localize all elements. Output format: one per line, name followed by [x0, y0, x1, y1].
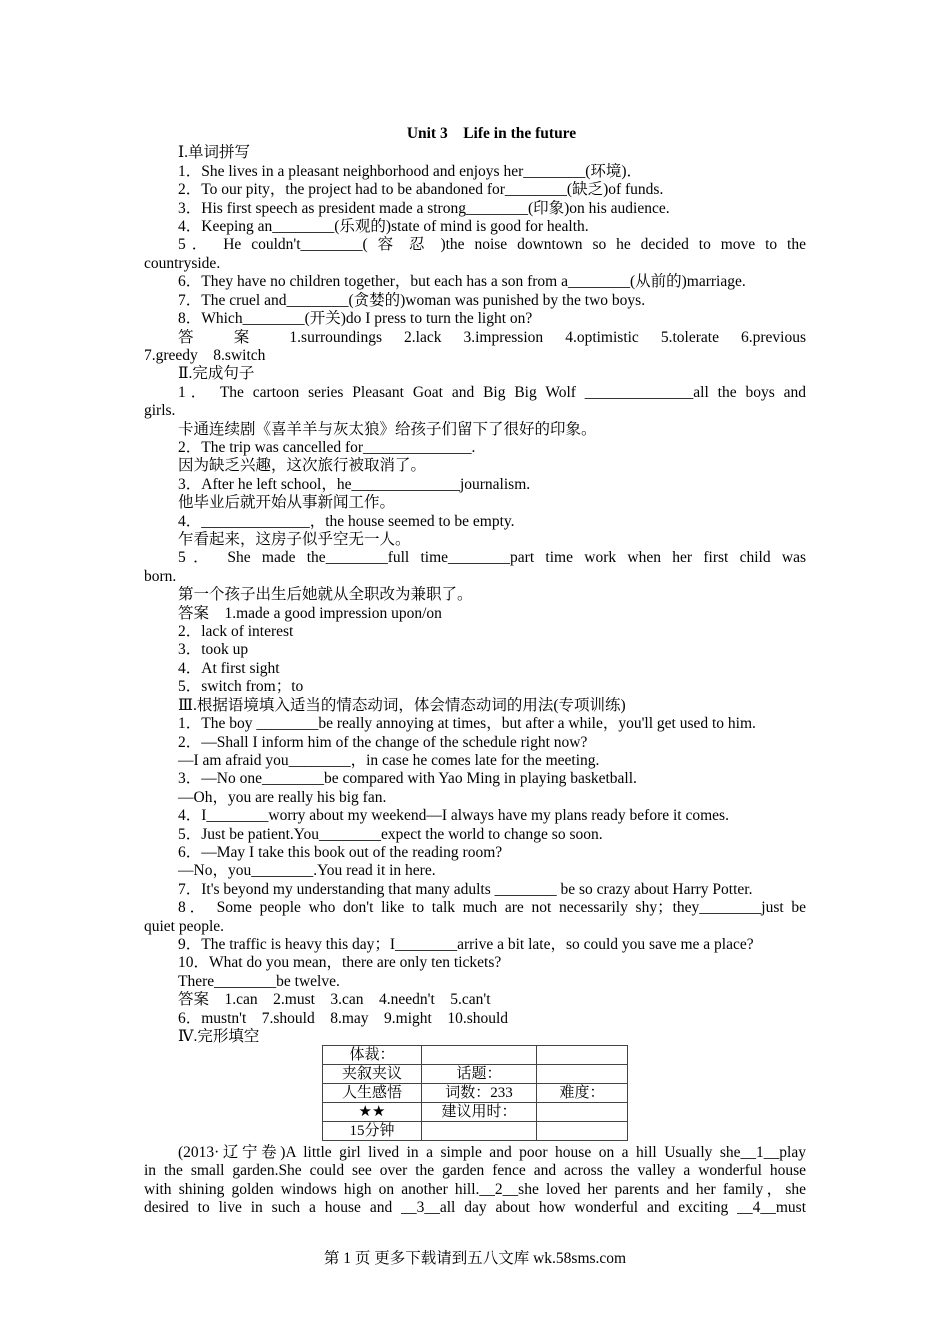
text-line: 5． He couldn't________( 容 忍 )the noise downtown so he decided to move to the	[178, 236, 806, 254]
text-line: 7．It's beyond my understanding that many adults ________ be so crazy about Harry Potter.	[178, 880, 753, 898]
text-line: 6．They have no children together，but each has a son from a________(从前的)marriage.	[178, 273, 746, 291]
table-row	[323, 1103, 628, 1122]
text-line: 2．To our pity，the project had to be abandoned for________(缺乏)of funds.	[178, 181, 664, 199]
table-cell	[537, 1122, 628, 1141]
text-line: 5．Just be patient.You________expect the world to change so soon.	[178, 825, 603, 843]
passage-line: in the small garden.She could see over the garden fence and across the valley a wonderful house	[144, 1162, 806, 1179]
table-row	[323, 1084, 628, 1103]
text-line: 9．The traffic is heavy this day；I________arrive a bit late，so could you save me a place?	[178, 936, 754, 954]
text-line: countryside.	[144, 254, 221, 272]
table-cell: 15分钟	[323, 1122, 422, 1141]
text-line: 3．took up	[178, 641, 249, 659]
text-line: 答案 1.made a good impression upon/on	[178, 604, 442, 622]
text-line: 8．Which________(开关)do I press to turn the light on?	[178, 310, 533, 328]
table-cell	[537, 1065, 628, 1084]
text-line: —I am afraid you________，in case he comes late for the meeting.	[178, 751, 600, 769]
table-cell	[422, 1122, 537, 1141]
text-line: 2．The trip was cancelled for______________.	[178, 438, 476, 456]
text-line: 7．The cruel and________(贪婪的)woman was punished by the two boys.	[178, 291, 646, 309]
text-line: born.	[144, 567, 177, 585]
text-line: 10．What do you mean，there are only ten tickets?	[178, 954, 502, 972]
text-line: 4．I________worry about my weekend—I always have my plans ready before it comes.	[178, 807, 729, 825]
text-line: 7.greedy 8.switch	[144, 346, 266, 364]
text-line: 2．—Shall I inform him of the change of the schedule right now?	[178, 733, 588, 751]
text-line: 6．—May I take this book out of the reading room?	[178, 843, 503, 861]
table-row	[323, 1046, 628, 1065]
text-line: 3．After he left school，he______________journalism.	[178, 475, 531, 493]
passage-line: desired to live in such a house and __3__all day about how wonderful and exciting __4__must	[144, 1199, 806, 1216]
text-line: Ⅳ.完形填空	[178, 1028, 260, 1046]
passage-info-table	[322, 1045, 628, 1141]
text-line: 1．She lives in a pleasant neighborhood and enjoys her________(环境)．	[178, 162, 643, 180]
text-line: 3．—No one________be compared with Yao Ming in playing basketball.	[178, 770, 637, 788]
text-line: 3．His first speech as president made a strong________(印象)on his audience.	[178, 199, 670, 217]
table-cell: 话题：	[422, 1065, 537, 1084]
text-line: Ⅲ.根据语境填入适当的情态动词，体会情态动词的用法(专项训练)	[178, 696, 626, 714]
table-cell	[422, 1046, 537, 1065]
text-line: 4．______________，the house seemed to be empty.	[178, 512, 515, 530]
text-line: 1．The boy ________be really annoying at times，but after a while，you'll get used to him.	[178, 715, 756, 733]
text-line: 5．switch from；to	[178, 678, 304, 696]
text-line: quiet people.	[144, 917, 225, 935]
text-line: 8． Some people who don't like to talk much are not necessarily shy；they________just be	[178, 899, 806, 917]
text-line: Ⅰ.单词拼写	[178, 144, 250, 162]
text-line: —Oh，you are really his big fan.	[178, 788, 387, 806]
table-cell: 词数：233	[422, 1084, 537, 1103]
text-line: 卡通连续剧《喜羊羊与灰太狼》给孩子们留下了很好的印象。	[178, 420, 597, 438]
table-cell: 体裁：	[323, 1046, 422, 1065]
page-title: Unit 3 Life in the future	[406, 125, 577, 142]
table-cell: 人生感悟	[323, 1084, 422, 1103]
text-line: —No，you________.You read it in here.	[178, 862, 436, 880]
text-line: 4．At first sight	[178, 659, 280, 677]
passage-line: (2013·辽宁卷)A little girl lived in a simple and poor house on a hill Usually she__1__play	[178, 1143, 806, 1161]
text-line: 5． She made the________full time________part time work when her first child was	[178, 549, 806, 567]
text-line: 1． The cartoon series Pleasant Goat and Big Big Wolf ______________all the boys and	[178, 383, 806, 401]
table-row	[323, 1122, 628, 1141]
text-line: girls.	[144, 402, 176, 420]
passage-line: with shining golden windows high on another hill.__2__she loved her parents and her family，she	[144, 1180, 806, 1198]
text-line: 6．mustn't 7.should 8.may 9.might 10.should	[178, 1009, 509, 1027]
table-cell: ★★	[323, 1103, 422, 1122]
table-row	[323, 1065, 628, 1084]
table-cell: 难度：	[537, 1084, 628, 1103]
text-line: 乍看起来，这房子似乎空无一人。	[178, 531, 411, 548]
page-footer: 第 1 页 更多下载请到五八文库 wk.58sms.com	[323, 1250, 627, 1267]
text-line: 他毕业后就开始从事新闻工作。	[178, 494, 396, 512]
text-line: There________be twelve.	[178, 972, 340, 990]
text-line: 答案 1.can 2.must 3.can 4.needn't 5.can't	[178, 991, 491, 1009]
text-line: 2．lack of interest	[178, 623, 294, 641]
text-line: 答 案 1.surroundings 2.lack 3.impression 4.optimistic 5.tolerate 6.previous	[178, 328, 806, 346]
table-cell	[537, 1046, 628, 1065]
table-cell: 夹叙夹议	[323, 1065, 422, 1084]
text-line: Ⅱ.完成句子	[178, 365, 255, 383]
text-line: 因为缺乏兴趣，这次旅行被取消了。	[178, 457, 427, 475]
table-cell	[537, 1103, 628, 1122]
table-cell: 建议用时：	[422, 1103, 537, 1122]
text-line: 4．Keeping an________(乐观的)state of mind is good for health.	[178, 218, 589, 236]
text-line: 第一个孩子出生后她就从全职改为兼职了。	[178, 586, 473, 604]
